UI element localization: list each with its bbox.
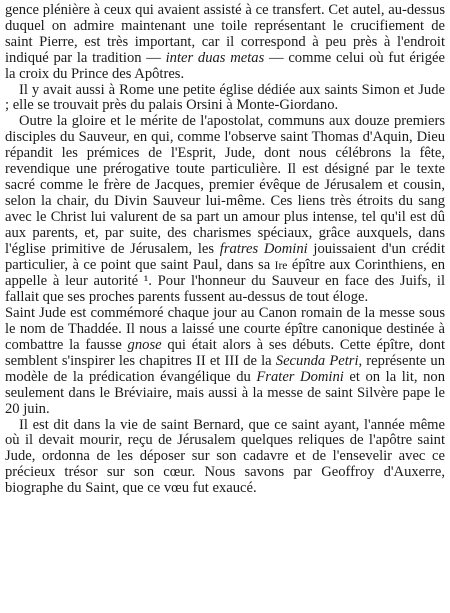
- text-segment: Outre la gloire et le mérite de l'apostolat, communs aux douze premiers disciples du Sauveur, en qui, comme l'observe saint Thomas d'Aquin, Dieu répandit les prémices de l'Esprit, Jude, dont nous célébrons la fête, revendique une prérogative toute particulière. Il est désigné par le texte sacré comme le frère de Jacques, premier évêque de Jérusalem et cousin, selon la chair, du Divin Sauveur lui-même. Ces liens très étroits du sang avec le Christ lui valurent de sa part un amour plus intense, tel qu'il est dû aux parents, et, par suite, des charismes spéciaux, grâce auxquels, dans l'église primitive de Jérusalem, les: [5, 113, 445, 257]
- paragraph-church-rome: [5, 83, 445, 115]
- document-page: [5, 3, 445, 497]
- paragraph-apostolate: [5, 114, 445, 306]
- paragraph-saint-bernard: [5, 418, 445, 498]
- text-segment: gence plénière à ceux qui avaient assisté à ce transfert. Cet autel, au-dessus duquel on admire maintenant une toile représentant le crucifiement de saint Pierre, est très important, car il correspond à peu près à l'endroit indiqué par la tradition —: [5, 2, 445, 66]
- italic-phrase-secunda-petri: Secunda Petri: [275, 352, 359, 369]
- text-segment: et on la lit, non seulement dans le Bréviaire, mais aussi à la messe de saint Silvère pape le 20 juin.: [5, 368, 445, 417]
- text-segment: , représente un modèle de la prédication évangélique du: [5, 352, 445, 385]
- italic-phrase-frater-domini: Frater Domini: [256, 368, 344, 385]
- text-segment: — comme celui où fut érigée la croix du Prince des Apôtres.: [5, 49, 445, 82]
- paragraph-transfer-altar: [5, 3, 445, 83]
- text-segment: jouissaient d'un crédit particulier, à ce point que saint Paul, dans sa: [5, 240, 445, 273]
- italic-word-gnose: gnose: [127, 337, 162, 354]
- text-segment: Il est dit dans la vie de saint Bernard, que ce saint ayant, l'année même où il devait mourir, reçu de Jérusalem quelques reliques de l'apôtre saint Jude, ordonna de les déposer sur son cadavre et de l'ensevelir avec ce précieux trésor sur son cœur. Nous savons par Geoffroy d'Auxerre, biographe du Saint, que ce vœu fut exaucé.: [5, 416, 445, 497]
- text-segment: Saint Jude est commémoré chaque jour au Canon romain de la messe sous le nom de Thaddée. Il nous a laissé une courte épître canonique destinée à combattre la fausse: [5, 305, 445, 354]
- italic-phrase-inter-duas-metas: inter duas metas: [165, 49, 265, 66]
- small-caps-ire: Ire: [274, 259, 288, 272]
- paragraph-saint-jude-canon: [5, 306, 445, 417]
- text-segment: épître aux Corinthiens, en appelle à leur autorité ¹. Pour l'honneur du Sauveur en face des Juifs, il fallait que ses proches parents fussent au-dessus de tout éloge.: [5, 256, 445, 306]
- text-segment: Il y avait aussi à Rome une petite église dédiée aux saints Simon et Jude ; elle se trouvait près du palais Orsini à Monte-Giordano.: [5, 81, 445, 114]
- italic-phrase-fratres-domini: fratres Domini: [219, 240, 308, 257]
- text-segment: qui était alors à ses débuts. Cette épître, dont semblent s'inspirer les chapitres II et III de la: [5, 337, 445, 369]
